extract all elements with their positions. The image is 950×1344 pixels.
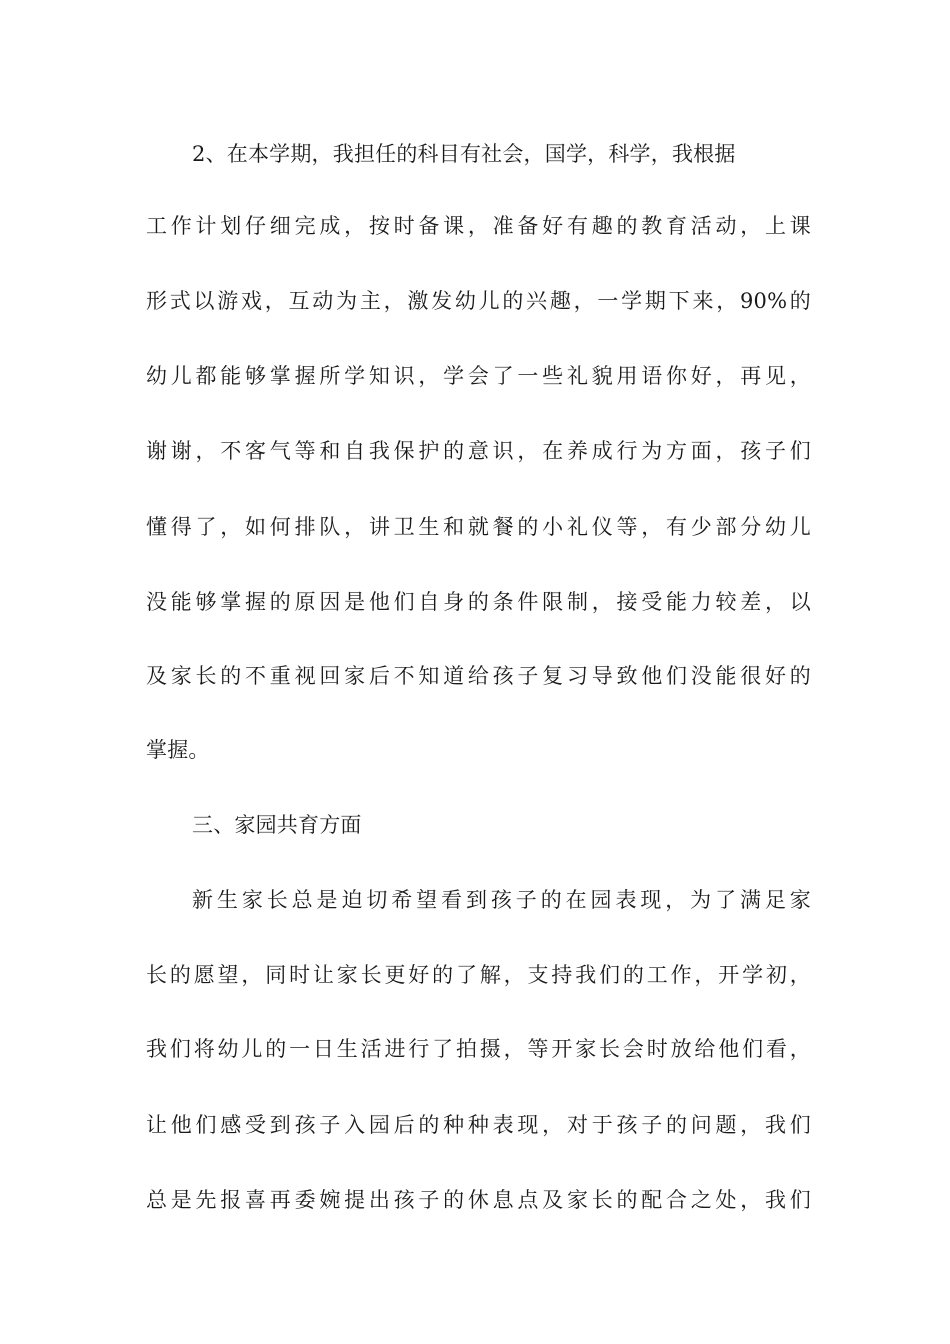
paragraph-line: 掌握。 [146,738,210,762]
paragraph-line: 形式以游戏，互动为主，激发幼儿的兴趣，一学期下来，90%的 [146,289,811,313]
paragraph-line: 2、在本学期，我担任的科目有社会，国学，科学，我根据 [192,142,736,166]
paragraph-line: 我们将幼儿的一日生活进行了拍摄，等开家长会时放给他们看， [146,1037,811,1061]
section-heading: 三、家园共育方面 [192,813,362,837]
paragraph-line: 懂得了，如何排队，讲卫生和就餐的小礼仪等，有少部分幼儿 [146,515,811,539]
paragraph-line: 让他们感受到孩子入园后的种种表现，对于孩子的问题，我们 [146,1113,811,1137]
paragraph-line: 及家长的不重视回家后不知道给孩子复习导致他们没能很好的 [146,664,811,688]
paragraph-line: 没能够掌握的原因是他们自身的条件限制，接受能力较差，以 [146,590,811,614]
paragraph-line: 谢谢，不客气等和自我保护的意识，在养成行为方面，孩子们 [146,439,811,463]
paragraph-line: 长的愿望，同时让家长更好的了解，支持我们的工作，开学初， [146,963,811,987]
paragraph-line: 新生家长总是迫切希望看到孩子的在园表现，为了满足家 [192,888,811,912]
paragraph-line: 总是先报喜再委婉提出孩子的休息点及家长的配合之处，我们 [146,1188,811,1212]
paragraph-line: 工作计划仔细完成，按时备课，准备好有趣的教育活动，上课 [146,214,811,238]
paragraph-line: 幼儿都能够掌握所学知识，学会了一些礼貌用语你好，再见， [146,364,811,388]
